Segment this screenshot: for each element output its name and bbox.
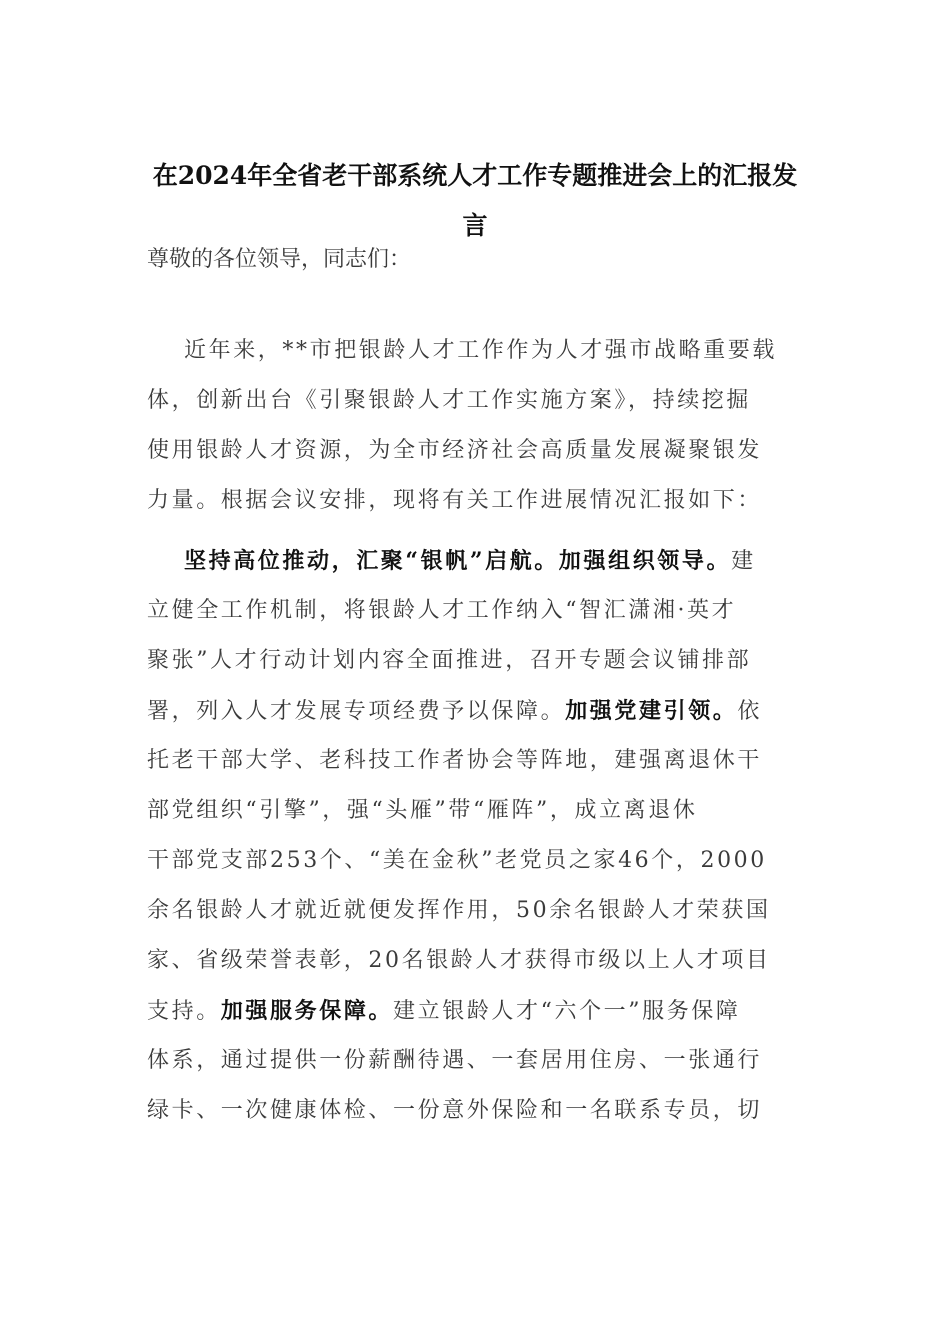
text-run: 建 [731,549,756,574]
paragraph-line: 使用银龄人才资源，为全市经济社会高质量发展凝聚银发 [147,438,763,463]
paragraph-line: 部党组织“引擎”，强“头雁”带“雁阵”，成立离退休 [147,798,698,823]
text-run: 建立银龄人才“六个一”服务保障 [393,999,741,1024]
paragraph-line: 力量。根据会议安排，现将有关工作进展情况汇报如下： [147,488,763,513]
salutation: 尊敬的各位领导，同志们： [147,247,412,272]
paragraph-line: 体系，通过提供一份薪酬待遇、一套居用住房、一张通行 [147,1048,763,1073]
paragraph-line [147,536,805,586]
paragraph-line: 立健全工作机制，将银龄人才工作纳入“智汇潇湘·英才 [147,598,737,623]
paragraph-line: 余名银龄人才就近就便发挥作用，50余名银龄人才荣获国 [147,898,771,923]
document-title-line-1: 在2024年全省老干部系统人才工作专题推进会上的汇报发 [152,161,798,190]
paragraph-section-1 [147,536,805,1136]
paragraph-line: 家、省级荣誉表彰，20名银龄人才获得市级以上人才项目 [147,948,771,973]
paragraph-line [147,686,805,736]
text-run: 支持。 [147,999,221,1024]
paragraph-line: 绿卡、一次健康体检、一份意外保险和一名联系专员，切 [147,1098,763,1123]
text-run: 署，列入人才发展专项经费予以保障。 [147,699,566,724]
section-heading: 坚持高位推动，汇聚“银帆”启航。加强组织领导。 [184,548,732,574]
paragraph-line: 托老干部大学、老科技工作者协会等阵地，建强离退休干 [147,748,763,773]
paragraph-line [147,986,805,1036]
paragraph-line: 干部党支部253个、“美在金秋”老党员之家46个，2000 [147,848,767,873]
paragraph-line: 聚张”人才行动计划内容全面推进，召开专题会议铺排部 [147,648,752,673]
paragraph-line: 体，创新出台《引聚银龄人才工作实施方案》，持续挖掘 [147,388,752,413]
document-title-line-2: 言 [462,211,488,240]
subheading: 加强党建引领。 [565,698,738,724]
paragraph-line: 近年来，**市把银龄人才工作作为人才强市战略重要载 [184,338,778,363]
text-run: 依 [737,699,763,724]
subheading: 加强服务保障。 [220,998,394,1024]
paragraph-intro [147,326,805,526]
